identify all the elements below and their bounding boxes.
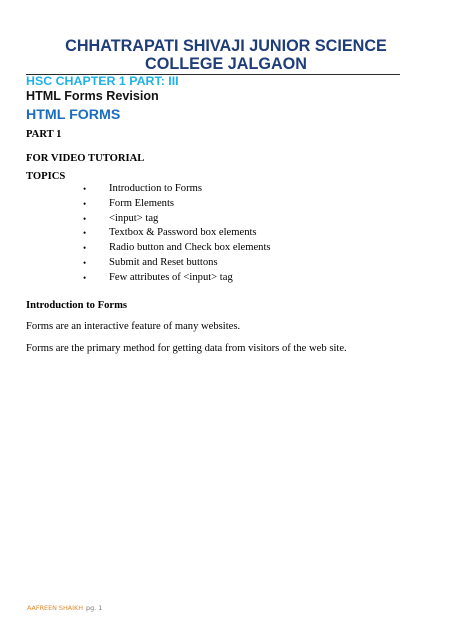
paragraph: Forms are an interactive feature of many websites. bbox=[26, 321, 241, 332]
school-title-line2: COLLEGE JALGAON bbox=[145, 55, 307, 73]
part-label: PART 1 bbox=[26, 129, 62, 140]
document-subtitle: HTML Forms Revision bbox=[26, 89, 159, 103]
topic-text: Radio button and Check box elements bbox=[109, 242, 271, 254]
page-footer bbox=[27, 604, 102, 612]
bullet-icon: • bbox=[83, 257, 87, 268]
bullet-icon: • bbox=[83, 184, 87, 194]
footer-page-number: pg. 1 bbox=[86, 604, 103, 612]
footer-author: AAFREEN SHAIKH bbox=[27, 604, 84, 612]
topic-text: Few attributes of <input> tag bbox=[109, 271, 233, 283]
bullet-icon: • bbox=[83, 272, 87, 283]
bullet-icon: • bbox=[83, 228, 87, 239]
bullet-icon: • bbox=[83, 198, 87, 209]
topic-text: Form Elements bbox=[109, 197, 175, 209]
topics-label: TOPICS bbox=[26, 171, 66, 182]
paragraph: Forms are the primary method for getting data from visitors of the web site. bbox=[26, 343, 347, 354]
bullet-icon: • bbox=[83, 213, 87, 224]
bullet-icon: • bbox=[83, 243, 87, 254]
section-heading: Introduction to Forms bbox=[26, 300, 128, 311]
video-tutorial-label: FOR VIDEO TUTORIAL bbox=[26, 153, 145, 164]
topic-text: <input> tag bbox=[109, 212, 159, 224]
topic-text: Textbox & Password box elements bbox=[109, 227, 257, 239]
chapter-label: HSC CHAPTER 1 PART: III bbox=[26, 74, 179, 88]
topic-text: Submit and Reset buttons bbox=[109, 256, 218, 268]
document-heading: HTML FORMS bbox=[26, 107, 121, 123]
school-title-line1: CHHATRAPATI SHIVAJI JUNIOR SCIENCE bbox=[65, 37, 387, 55]
topic-text: Introduction to Forms bbox=[109, 183, 202, 194]
